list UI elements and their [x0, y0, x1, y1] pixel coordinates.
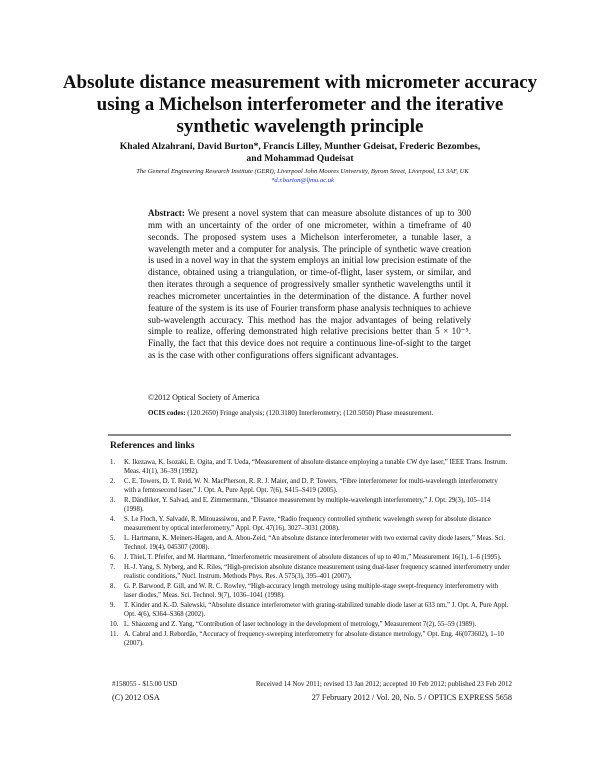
ocis-label: OCIS codes:	[148, 409, 186, 417]
reference-text: L. Shaozeng and Z. Yang, “Contribution of laser technology in the development of metrology,” Measurement 7(2), 55–59 (1989).	[124, 620, 477, 628]
reference-number: 1.	[110, 459, 116, 466]
abstract-text: We present a novel system that can measure absolute distances of up to 300 mm with an uncertainty of the order of one micrometer, within a timeframe of 40 seconds. The proposed system uses a Michelson interferometer, a tunable laser, a wavelength meter and a computer for analysis. The principle of synthetic wave creation is used in a novel way in that the system employs an initial low precision estimate of the distance, obtained using a triangulation, or time-of-flight, laser system, or similar, and then iterates through a sequence of progressively smaller synthetic wavelengths until it reaches micrometer uncertainties in the determination of the distance. A further novel feature of the system is its use of Fourier transform phase analysis techniques to achieve sub-wavelength accuracy. This method has the major advantages of being relatively simple to realize, offering demonstrated high relative precisions better than 5 × 10⁻⁵. Finally, the fact that this device does not require a continuous line-of-sight to the target as is the case with other configurations offers significant advantages.	[148, 208, 472, 361]
reference-number: 6.	[110, 554, 116, 561]
reference-text: H.-J. Yang, S. Nyberg, and K. Riles, “High-precision absolute distance measurement using dual-laser frequency scanned interferometry under realistic conditions,” Nucl. Instrum. Methods Phys. Res. A 575(3), 395–401 (2007).	[124, 563, 510, 580]
footer-line-1	[112, 680, 512, 688]
reference-item	[110, 582, 510, 600]
section-divider	[108, 434, 511, 436]
abstract-label: Abstract:	[148, 208, 185, 218]
reference-number: 9.	[110, 601, 116, 609]
reference-text: R. Dändliker, Y. Salvad, and E. Zimmermann, “Distance measurement by multiple-wavelength interferometry,” J. Opt. 29(3), 105–114 (1998).	[124, 497, 491, 514]
reference-text: G. P. Barwood, P. Gill, and W. R. C. Rowley, “High-accuracy length metrology using multiple-stage swept-frequency interferometry with laser diodes,” Meas. Sci. Technol. 9(7), 1036–1041 (1998).	[124, 582, 499, 599]
affiliation-block	[105, 167, 500, 185]
reference-number: 3.	[110, 497, 116, 504]
reference-text: K. Ikezawa, K. Isozaki, E. Ogita, and T. Ueda, “Measurement of absolute distance employing a tunable CW dye laser,” IEEE Trans. Instrum. Meas. 41(1), 36–39 (1992).	[124, 459, 508, 476]
reference-text: S. Le Floch, Y. Salvadé, R. Mitouassiwou, and P. Favre, “Radio frequency controlled synthetic wavelength sweep for absolute distance measurement by optical interferometry,” Appl. Opt. 47(16), 3027–3031 (2008).	[124, 516, 491, 533]
ocis-codes	[148, 408, 471, 418]
journal-citation: 27 February 2012 / Vol. 20, No. 5 / OPTICS EXPRESS 5658	[311, 693, 512, 702]
paper-title: Absolute distance measurement with micrometer accuracy using a Michelson interferometer and the iterative synthetic wavelength principle	[62, 72, 538, 137]
reference-item	[110, 534, 510, 552]
reference-item	[110, 601, 510, 619]
reference-item	[110, 563, 510, 581]
reference-text: L. Hartmann, K. Meiners-Hagen, and A. Abou-Zeid, “An absolute distance interferometer with two external cavity diode lasers,” Meas. Sci. Technol. 19(4), 045307 (2008).	[124, 535, 506, 552]
reference-item	[110, 496, 510, 514]
article-price: #158055 - $15.00 USD	[112, 680, 178, 688]
ocis-text: (120.2650) Fringe analysis; (120.3180) Interferometry; (120.5050) Phase measurement.	[187, 409, 434, 417]
osa-copyright: (C) 2012 OSA	[112, 693, 160, 702]
affiliation: The General Engineering Research Institute (GERI), Liverpool John Moores University, Byrom Street, Liverpool, L3 3AF, UK	[136, 168, 469, 175]
footer-line-2	[112, 693, 512, 702]
reference-number: 4.	[110, 516, 116, 523]
reference-list	[110, 458, 510, 649]
reference-item	[110, 515, 510, 533]
reference-number: 5.	[110, 535, 116, 542]
publication-dates: Received 14 Nov 2011; revised 13 Jan 2012; accepted 10 Feb 2012; published 23 Feb 2012	[255, 680, 512, 688]
reference-text: J. Thiel, T. Pfeifer, and M. Hartmann, “Interferometric measurement of absolute distances of up to 40 m,” Measurement 16(1), 1–6 (1995).	[124, 554, 502, 561]
copyright: ©2012 Optical Society of America	[148, 393, 260, 402]
authors-line-1: Khaled Alzahrani, David Burton*, Francis Lilley, Munther Gdeisat, Frederic Bezombes,	[119, 141, 481, 152]
reference-item	[110, 630, 510, 648]
reference-item	[110, 553, 510, 562]
reference-text: T. Kinder and K.-D. Salewski, “Absolute distance interferometer with grating-stabilized tunable diode laser at 633 nm,” J. Opt. A, Pure Appl. Opt. 4(6), S364–S368 (2002).	[124, 601, 509, 618]
reference-item	[110, 620, 510, 629]
abstract	[148, 208, 471, 362]
reference-number: 2.	[110, 478, 116, 485]
author-list	[100, 141, 500, 165]
reference-item	[110, 477, 510, 495]
corresponding-email-link[interactable]: *d.r.burton@ljmu.ac.uk	[271, 177, 334, 184]
reference-item	[110, 458, 510, 476]
reference-text: A. Cabral and J. Rebordão, “Accuracy of frequency-sweeping interferometry for absolute distance metrology,” Opt. Eng. 46(073602), 1–10 (2007).	[124, 630, 504, 647]
authors-line-2: and Mohammad Qudeisat	[246, 153, 354, 164]
reference-number: 8.	[110, 582, 116, 590]
reference-number: 10.	[110, 620, 119, 628]
reference-number: 7.	[110, 563, 116, 571]
reference-text: C. E. Towers, D. T. Reid, W. N. MacPherson, R. R. J. Maier, and D. P. Towers, “Fibre interferometer for multi-wavelength interferometry with a femtosecond laser,” J. Opt. A, Pure Appl. Opt. 7(6), S415–S419 (2005).	[124, 478, 498, 495]
references-heading: References and links	[110, 440, 195, 451]
reference-number: 11.	[110, 630, 119, 638]
